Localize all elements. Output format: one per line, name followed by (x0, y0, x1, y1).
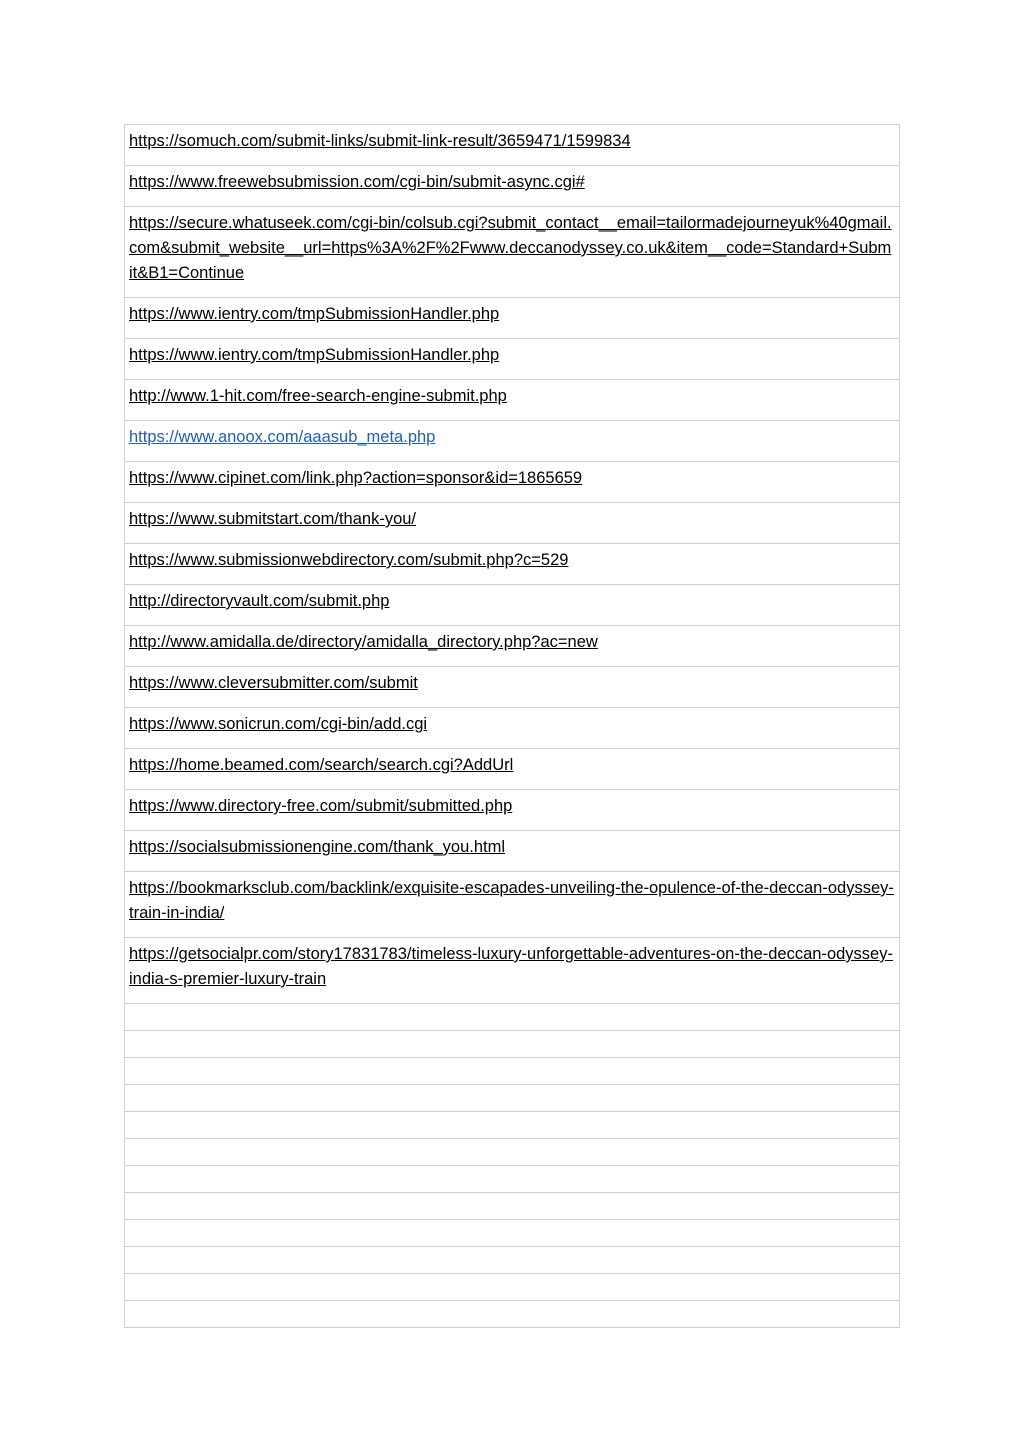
table-cell (125, 380, 900, 421)
url-link[interactable]: http://www.1-hit.com/free-search-engine-submit.php (129, 387, 507, 405)
empty-row (125, 1058, 900, 1085)
table-row (125, 421, 900, 462)
table-cell (125, 125, 900, 166)
table-row (125, 339, 900, 380)
empty-row (125, 1220, 900, 1247)
empty-row (125, 1193, 900, 1220)
url-link[interactable]: https://secure.whatuseek.com/cgi-bin/colsub.cgi?submit_contact__email=tailormadejourneyuk%40gmail.com&submit_website__url=https%3A%2F%2Fwww.deccanodyssey.co.uk&item__code=Standard+Submit&B1=Continue (129, 214, 892, 282)
url-link[interactable]: https://www.cipinet.com/link.php?action=sponsor&id=1865659 (129, 469, 583, 487)
table-row (125, 503, 900, 544)
url-link[interactable]: http://directoryvault.com/submit.php (129, 592, 390, 610)
table-row (125, 626, 900, 667)
table-cell (125, 831, 900, 872)
table-cell (125, 938, 900, 1004)
table-cell (125, 503, 900, 544)
url-link[interactable]: https://www.submitstart.com/thank-you/ (129, 510, 417, 528)
empty-cell (125, 1139, 900, 1166)
table-cell (125, 298, 900, 339)
table-cell (125, 708, 900, 749)
table-cell (125, 790, 900, 831)
url-link[interactable]: https://home.beamed.com/search/search.cgi?AddUrl (129, 756, 514, 774)
table-cell (125, 207, 900, 298)
table-row (125, 544, 900, 585)
empty-cell (125, 1247, 900, 1274)
table-row (125, 207, 900, 298)
table-row (125, 938, 900, 1004)
url-link[interactable]: http://www.amidalla.de/directory/amidalla_directory.php?ac=new (129, 633, 598, 651)
url-link[interactable]: https://www.directory-free.com/submit/submitted.php (129, 797, 513, 815)
table-cell (125, 585, 900, 626)
url-link[interactable]: https://socialsubmissionengine.com/thank_you.html (129, 838, 506, 856)
empty-row (125, 1274, 900, 1301)
url-link[interactable]: https://www.cleversubmitter.com/submit (129, 674, 418, 692)
url-link[interactable]: https://getsocialpr.com/story17831783/timeless-luxury-unforgettable-adventures-on-the-deccan-odyssey-india-s-premier-luxury-train (129, 945, 893, 988)
table-row (125, 298, 900, 339)
table-row (125, 166, 900, 207)
url-link[interactable]: https://www.submissionwebdirectory.com/submit.php?c=529 (129, 551, 569, 569)
empty-cell (125, 1193, 900, 1220)
empty-row (125, 1004, 900, 1031)
table-row (125, 125, 900, 166)
empty-cell (125, 1031, 900, 1058)
url-link[interactable]: https://www.ientry.com/tmpSubmissionHandler.php (129, 346, 500, 364)
table-cell (125, 626, 900, 667)
url-link[interactable]: https://www.ientry.com/tmpSubmissionHandler.php (129, 305, 500, 323)
empty-row (125, 1139, 900, 1166)
empty-row (125, 1112, 900, 1139)
empty-cell (125, 1166, 900, 1193)
table-cell (125, 667, 900, 708)
table-row (125, 708, 900, 749)
url-link[interactable]: https://www.freewebsubmission.com/cgi-bin/submit-async.cgi# (129, 173, 585, 191)
table-row (125, 790, 900, 831)
table-cell (125, 872, 900, 938)
table-row (125, 872, 900, 938)
empty-cell (125, 1058, 900, 1085)
empty-row (125, 1247, 900, 1274)
table-cell (125, 462, 900, 503)
empty-cell (125, 1220, 900, 1247)
url-link-highlighted[interactable]: https://www.anoox.com/aaasub_meta.php (129, 428, 436, 446)
table-cell (125, 166, 900, 207)
table-cell (125, 339, 900, 380)
table-cell (125, 544, 900, 585)
table-row (125, 585, 900, 626)
url-link[interactable]: https://bookmarksclub.com/backlink/exquisite-escapades-unveiling-the-opulence-of-the-deccan-odyssey-train-in-india/ (129, 879, 894, 922)
empty-row (125, 1085, 900, 1112)
empty-cell (125, 1112, 900, 1139)
url-link[interactable]: https://somuch.com/submit-links/submit-link-result/3659471/1599834 (129, 132, 631, 150)
table-row (125, 667, 900, 708)
table-cell (125, 421, 900, 462)
link-table (124, 124, 900, 1328)
table-row (125, 749, 900, 790)
empty-row (125, 1031, 900, 1058)
empty-row (125, 1166, 900, 1193)
empty-cell (125, 1085, 900, 1112)
table-cell (125, 749, 900, 790)
empty-cell (125, 1274, 900, 1301)
empty-cell (125, 1004, 900, 1031)
url-link[interactable]: https://www.sonicrun.com/cgi-bin/add.cgi (129, 715, 428, 733)
table-row (125, 462, 900, 503)
empty-cell (125, 1301, 900, 1328)
empty-row (125, 1301, 900, 1328)
table-row (125, 380, 900, 421)
table-row (125, 831, 900, 872)
